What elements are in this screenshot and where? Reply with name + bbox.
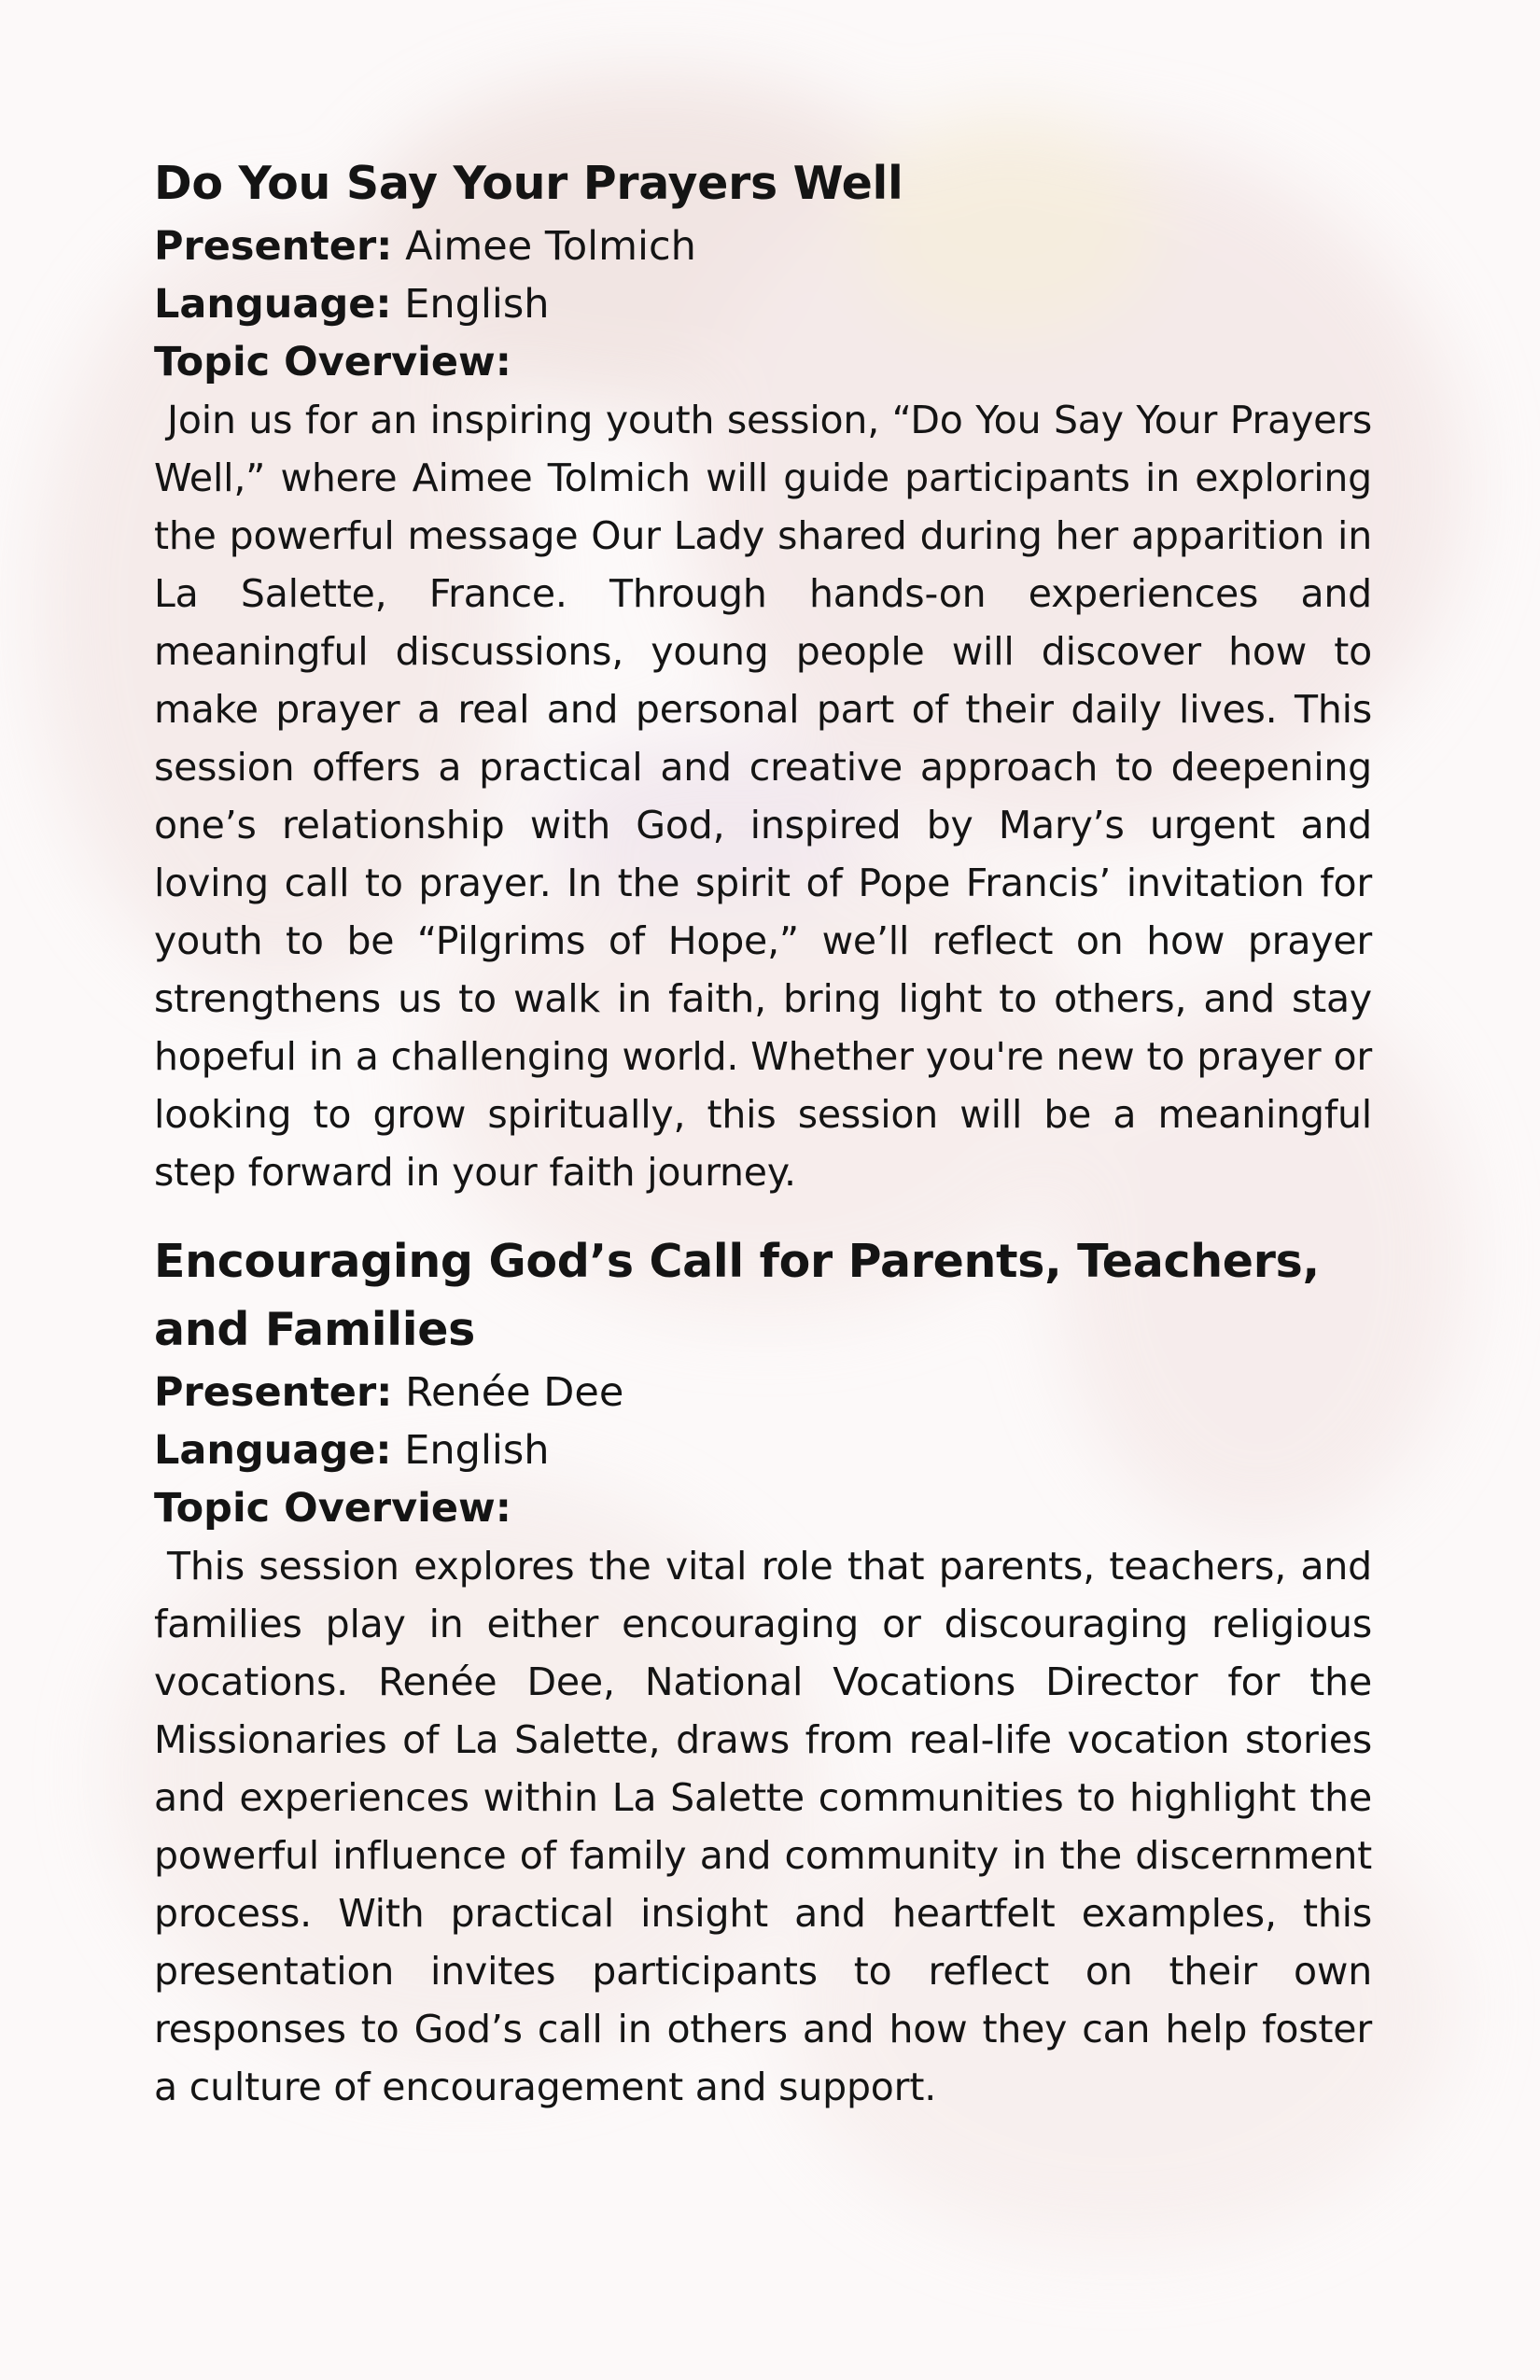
presenter-name: Renée Dee [405,1369,624,1416]
session-title: Do You Say Your Prayers Well [154,157,903,210]
language-line [154,1421,1372,1479]
topic-overview-label: Topic Overview: [154,339,511,385]
topic-overview-text: Join us for an inspiring youth session, “Do You Say Your Prayers Well,” where Aimee Tolmich will guide participants in exploring the powerful message Our Lady shared during her apparition in La Salette, France. Through hands-on experiences and meaningful discussions, young people will discover how to make prayer a real and personal part of their daily lives. This session offers a practical and creative approach to deepening one’s relationship with God, inspired by Mary’s urgent and loving call to prayer. In the spirit of Pope Francis’ invitation for youth to be “Pilgrims of Hope,” we’ll reflect on how prayer strengthens us to walk in faith, bring light to others, and stay hopeful in a challenging world. Whether you're new to prayer or looking to grow spiritually, this session will be a meaningful step forward in your faith journey. [154,398,1372,1195]
presenter-label: Presenter: [154,1369,393,1416]
session-title: Encouraging God’s Call for Parents, Teachers, and Families [154,1235,1320,1356]
language-line [154,275,1372,333]
presenter-line [154,1364,1372,1421]
session-encouraging-call [154,1227,1372,2116]
topic-overview-text: This session explores the vital role that parents, teachers, and families play in either encouraging or discouraging religious vocations. Renée Dee, National Vocations Director for the Missionaries of La Salette, draws from real-life vocation stories and experiences within La Salette communities to highlight the powerful influence of family and community in the discernment process. With practical insight and heartfelt examples, this presentation invites participants to reflect on their own responses to God’s call in others and how they can help foster a culture of encouragement and support. [154,1544,1372,2109]
language-label: Language: [154,1427,392,1474]
presenter-name: Aimee Tolmich [405,223,696,270]
session-prayers [154,149,1372,1201]
presenter-label: Presenter: [154,223,393,270]
presenter-line [154,217,1372,275]
language-value: English [404,281,550,328]
topic-overview-label: Topic Overview: [154,1485,511,1532]
language-value: English [404,1427,550,1474]
language-label: Language: [154,281,392,328]
page-content [154,149,1372,2116]
